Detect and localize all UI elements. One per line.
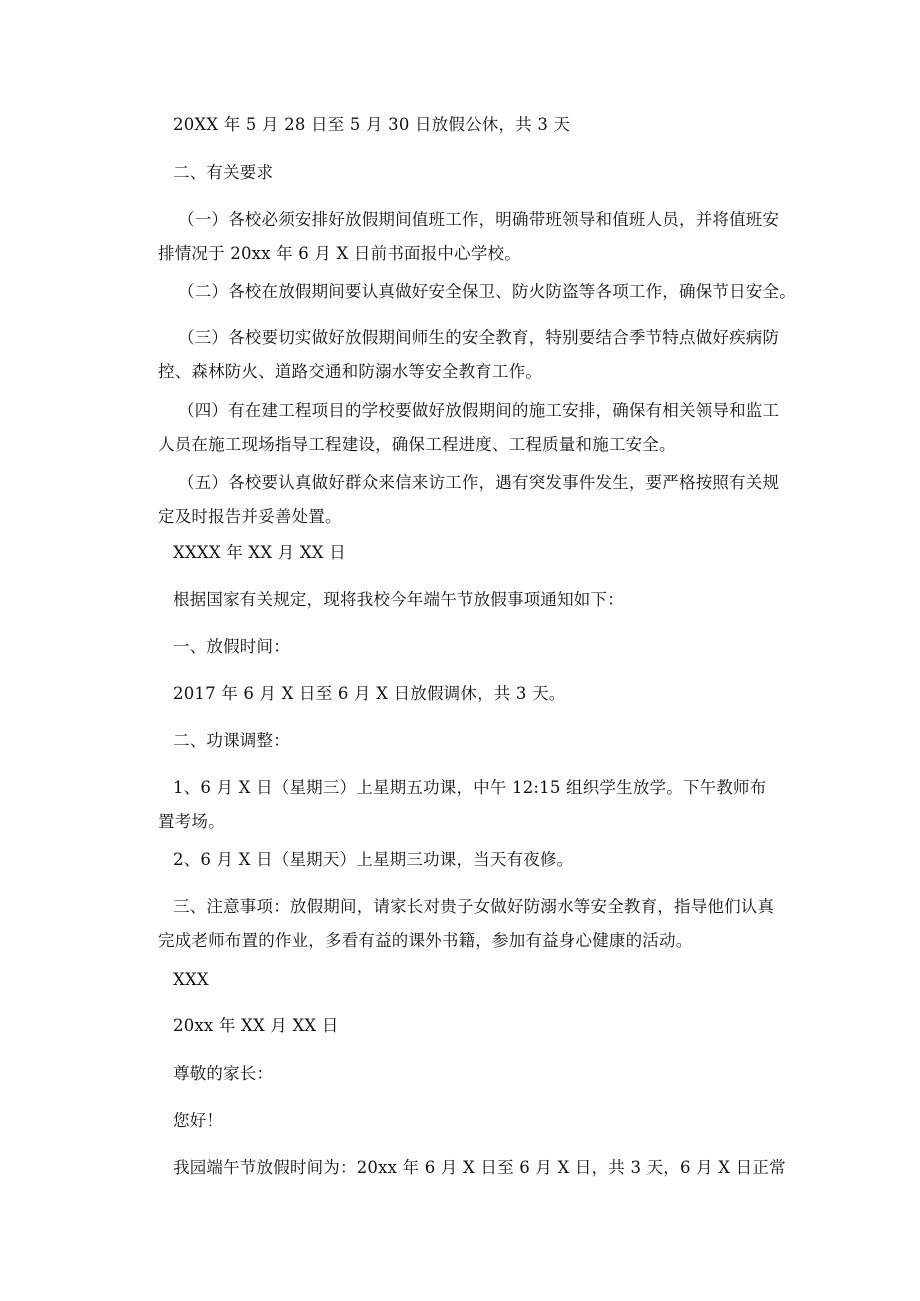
heading-schedule-adjust [173,724,290,758]
text-line: 20XX 年 5 月 28 日至 5 月 30 日放假公休，共 3 天 [173,115,571,134]
text-line: 排情况于 20xx 年 6 月 X 日前书面报中心学校。 [158,244,521,263]
text-line: 根据国家有关规定，现将我校今年端午节放假事项通知如下： [173,590,624,609]
paragraph-kindergarten-holiday [173,1151,786,1185]
text-line: 二、功课调整： [173,731,290,750]
text-line: （五）各校要认真做好群众来信来访工作，遇有突发事件发生，要严格按照有关规 [178,473,780,492]
text-line: 2、6 月 X 日（星期天）上星期三功课，当天有夜修。 [173,850,574,869]
greeting [173,1104,223,1138]
paragraph-requirement-5 [158,466,780,534]
heading-requirements [173,156,273,190]
paragraph-notice-intro [173,583,624,617]
paragraph-requirement-1 [158,203,780,271]
text-line: 我园端午节放假时间为：20xx 年 6 月 X 日至 6 月 X 日，共 3 天，6 月 X 日正常 [173,1158,786,1177]
paragraph-notes [158,890,775,958]
paragraph-holiday-period [173,677,565,711]
text-line: 20xx 年 XX 月 XX 日 [173,1016,339,1035]
paragraph-schedule-2 [173,843,573,877]
text-line: 二、有关要求 [173,163,274,182]
text-line: （二）各校在放假期间要认真做好安全保卫、防火防盗等各项工作，确保节日安全。 [178,282,796,301]
text-line: 2017 年 6 月 X 日至 6 月 X 日放假调休，共 3 天。 [173,684,566,703]
text-line: 完成老师布置的作业，多看有益的课外书籍，参加有益身心健康的活动。 [158,931,693,950]
text-line: 一、放假时间： [173,637,290,656]
text-line: XXXX 年 XX 月 XX 日 [173,543,346,562]
text-line: （一）各校必须安排好放假期间值班工作，明确带班领导和值班人员，并将值班安 [178,210,780,229]
text-line: 置考场。 [158,812,225,831]
text-line: （四）有在建工程项目的学校要做好放假期间的施工安排，确保有相关领导和监工 [178,401,780,420]
text-line: 定及时报告并妥善处置。 [158,507,342,526]
date-line-2 [173,1009,339,1043]
text-line: 尊敬的家长： [173,1064,274,1083]
paragraph-schedule-1 [158,771,767,839]
paragraph-requirement-2 [178,275,796,309]
text-line: （三）各校要切实做好放假期间师生的安全教育，特别要结合季节特点做好疾病防 [178,328,780,347]
text-line: 您好！ [173,1111,224,1130]
text-line: 1、6 月 X 日（星期三）上星期五功课，中午 12:15 组织学生放学。下午教师布 [173,778,767,797]
text-line: 控、森林防火、道路交通和防溺水等安全教育工作。 [158,362,543,381]
text-line: 三、注意事项：放假期间，请家长对贵子女做好防溺水等安全教育，指导他们认真 [173,897,775,916]
text-line: 人员在施工现场指导工程建设，确保工程进度、工程质量和施工安全。 [158,435,676,454]
date-line-1 [173,536,346,570]
paragraph-requirement-3 [158,321,780,389]
salutation-parents [173,1057,273,1091]
paragraph-holiday-dates [173,108,570,142]
signature-line [173,963,209,997]
paragraph-requirement-4 [158,394,780,462]
heading-holiday-time [173,630,290,664]
text-line: XXX [173,970,209,989]
